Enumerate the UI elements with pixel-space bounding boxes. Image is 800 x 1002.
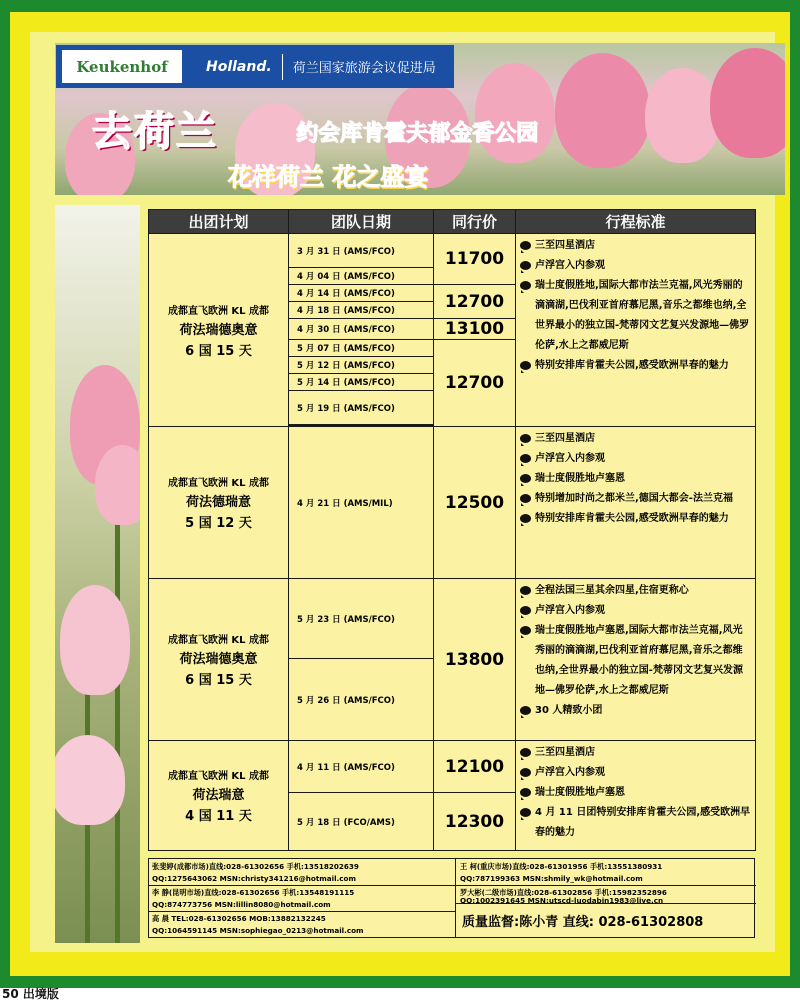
route-label: 成都直飞欧洲 KL 成都 — [167, 771, 270, 782]
divider — [282, 54, 283, 80]
tour-date: 5 月 18 日 (FCO/AMS) — [289, 793, 434, 851]
keukenhof-logo: Keukenhof — [62, 50, 182, 83]
itinerary-item: 瑞士度假胜地卢塞恩 — [520, 469, 751, 489]
divider — [455, 859, 456, 937]
itinerary-item: 瑞士度假胜地卢塞恩 — [520, 783, 751, 803]
speech-bubble-icon — [520, 586, 531, 595]
tour-price: 13100 — [434, 319, 516, 340]
speech-bubble-icon — [520, 361, 531, 370]
itinerary-cell — [516, 741, 756, 851]
tour-price: 13800 — [434, 579, 516, 741]
itinerary-item: 三至四星酒店 — [520, 236, 751, 256]
itinerary-item: 特别安排库肯霍夫公园,感受欧洲早春的魅力 — [520, 356, 751, 376]
divider — [149, 911, 455, 912]
itinerary-item: 卢浮宫入内参观 — [520, 256, 751, 276]
speech-bubble-icon — [520, 788, 531, 797]
tour-date: 5 月 14 日 (AMS/FCO) — [289, 374, 434, 391]
speech-bubble-icon — [520, 454, 531, 463]
countries-label: 荷法瑞德奥意 — [179, 322, 258, 338]
holland-logo: Holland. — [206, 58, 272, 75]
speech-bubble-icon — [520, 748, 531, 757]
speech-bubble-icon — [520, 706, 531, 715]
contact-line: QQ:874773756 MSN:lillin8080@hotmail.com — [152, 900, 331, 909]
group-plan — [149, 579, 289, 741]
speech-bubble-icon — [520, 626, 531, 635]
tour-date: 3 月 31 日 (AMS/FCO) — [289, 234, 434, 268]
duration-label: 6 国 15 天 — [185, 343, 252, 359]
tour-date: 4 月 18 日 (AMS/FCO) — [289, 302, 434, 319]
itinerary-item: 卢浮宫入内参观 — [520, 449, 751, 469]
quality-supervision: 质量监督:陈小青 直线: 028-61302808 — [462, 915, 704, 930]
itinerary-item: 卢浮宫入内参观 — [520, 601, 751, 621]
countries-label: 荷法瑞德奥意 — [179, 652, 258, 667]
itinerary-item: 4 月 11 日团特别安排库肯霍夫公园,感受欧洲早春的魅力 — [520, 803, 751, 843]
contact-box — [148, 858, 755, 938]
tour-date: 5 月 23 日 (AMS/FCO) — [289, 579, 434, 659]
group-plan — [149, 741, 289, 851]
speech-bubble-icon — [520, 514, 531, 523]
tour-date: 5 月 26 日 (AMS/FCO) — [289, 659, 434, 741]
itinerary-cell — [516, 579, 756, 741]
tour-price: 12100 — [434, 741, 516, 793]
title-tagline: 花样荷兰 花之盛宴 — [228, 163, 429, 191]
speech-bubble-icon — [520, 261, 531, 270]
speech-bubble-icon — [520, 808, 531, 817]
speech-bubble-icon — [520, 241, 531, 250]
countries-label: 荷法德瑞意 — [185, 495, 251, 510]
tour-date: 4 月 21 日 (AMS/MIL) — [289, 427, 434, 579]
sponsor-bar — [56, 45, 454, 88]
itinerary-item: 特别增加时尚之都米兰,德国大都会-法兰克福 — [520, 489, 751, 509]
route-label: 成都直飞欧洲 KL 成都 — [167, 305, 270, 317]
contact-line: 高 晨 TEL:028-61302656 MOB:13882132245 — [152, 914, 326, 923]
tour-price: 11700 — [434, 234, 516, 285]
itinerary-item: 全程法国三星其余四星,住宿更称心 — [520, 581, 751, 601]
speech-bubble-icon — [520, 281, 531, 290]
contact-line: QQ:787199363 MSN:shmily_wk@hotmail.com — [460, 874, 643, 883]
speech-bubble-icon — [520, 474, 531, 483]
divider — [455, 885, 756, 886]
col-header-plan: 出团计划 — [149, 210, 289, 234]
itinerary-item: 三至四星酒店 — [520, 743, 751, 763]
itinerary-item: 瑞士度假胜地,国际大都市法兰克福,风光秀丽的滴滴湖,巴伐利亚首府慕尼黑,音乐之都维也纳,全世界最小的独立国-梵蒂冈文艺复兴发源地—佛罗伦萨,水上之都威尼斯 — [520, 276, 751, 356]
tour-price: 12700 — [434, 340, 516, 427]
contact-line: 王 柯(重庆市场)直线:028-61301956 手机:13551380931 — [460, 862, 663, 871]
tour-date: 5 月 19 日 (AMS/FCO) — [289, 391, 434, 425]
tour-price: 12700 — [434, 285, 516, 319]
tour-price: 12500 — [434, 427, 516, 579]
duration-label: 4 国 11 天 — [185, 809, 252, 824]
countries-label: 荷法瑞意 — [192, 788, 245, 803]
duration-label: 5 国 12 天 — [185, 516, 252, 531]
page-footer: 50 出境版 — [2, 987, 59, 1001]
tour-schedule-table — [148, 209, 756, 851]
tour-date: 4 月 04 日 (AMS/FCO) — [289, 268, 434, 285]
contact-line: 张斐婷(成都市场)直线:028-61302656 手机:13518202639 — [152, 862, 359, 871]
col-header-itinerary: 行程标准 — [516, 210, 756, 234]
itinerary-item: 瑞士度假胜地卢塞恩,国际大都市法兰克福,风光秀丽的滴滴湖,巴伐利亚首府慕尼黑,音乐之都维也纳,全世界最小的独立国-梵蒂冈文艺复兴发源地—佛罗伦萨,水上之都威尼斯 — [520, 621, 751, 701]
route-label: 成都直飞欧洲 KL 成都 — [167, 635, 270, 646]
tour-price: 12300 — [434, 793, 516, 851]
itinerary-cell — [516, 427, 756, 579]
tour-date: 5 月 07 日 (AMS/FCO) — [289, 340, 434, 357]
contact-line: 李 静(昆明市场)直线:028-61302656 手机:13548191115 — [152, 888, 355, 897]
tour-date: 5 月 12 日 (AMS/FCO) — [289, 357, 434, 374]
tulip-side-image — [55, 205, 140, 943]
title-sub: 约会库肯霍夫郁金香公园 — [296, 121, 539, 146]
duration-label: 6 国 15 天 — [185, 673, 252, 688]
tour-date: 4 月 11 日 (AMS/FCO) — [289, 741, 434, 793]
group-plan — [149, 234, 289, 427]
divider — [149, 885, 455, 886]
col-header-price: 同行价 — [434, 210, 516, 234]
itinerary-item: 30 人精致小团 — [520, 701, 751, 721]
org-name: 荷兰国家旅游会议促进局 — [292, 61, 436, 76]
col-header-dates: 团队日期 — [289, 210, 434, 234]
group-plan — [149, 427, 289, 579]
speech-bubble-icon — [520, 434, 531, 443]
route-label: 成都直飞欧洲 KL 成都 — [167, 478, 270, 489]
speech-bubble-icon — [520, 606, 531, 615]
itinerary-cell — [516, 234, 756, 427]
speech-bubble-icon — [520, 768, 531, 777]
contact-line: QQ:1002391645 MSN:utscd-luodabin1983@live.cn — [460, 896, 664, 905]
contact-line: QQ:1275643062 MSN:christy341216@hotmail.com — [152, 874, 356, 883]
itinerary-item: 卢浮宫入内参观 — [520, 763, 751, 783]
contact-line: 罗大彬(二级市场)直线:028-61302856 手机:15982352896 — [460, 888, 667, 897]
tour-date: 4 月 14 日 (AMS/FCO) — [289, 285, 434, 302]
contact-line: QQ:1064591145 MSN:sophiegao_0213@hotmail.com — [152, 926, 364, 935]
itinerary-item: 特别安排库肯霍夫公园,感受欧洲早春的魅力 — [520, 509, 751, 529]
tour-date: 4 月 30 日 (AMS/FCO) — [289, 319, 434, 340]
title-main: 去荷兰 — [92, 109, 218, 155]
speech-bubble-icon — [520, 494, 531, 503]
itinerary-item: 三至四星酒店 — [520, 429, 751, 449]
